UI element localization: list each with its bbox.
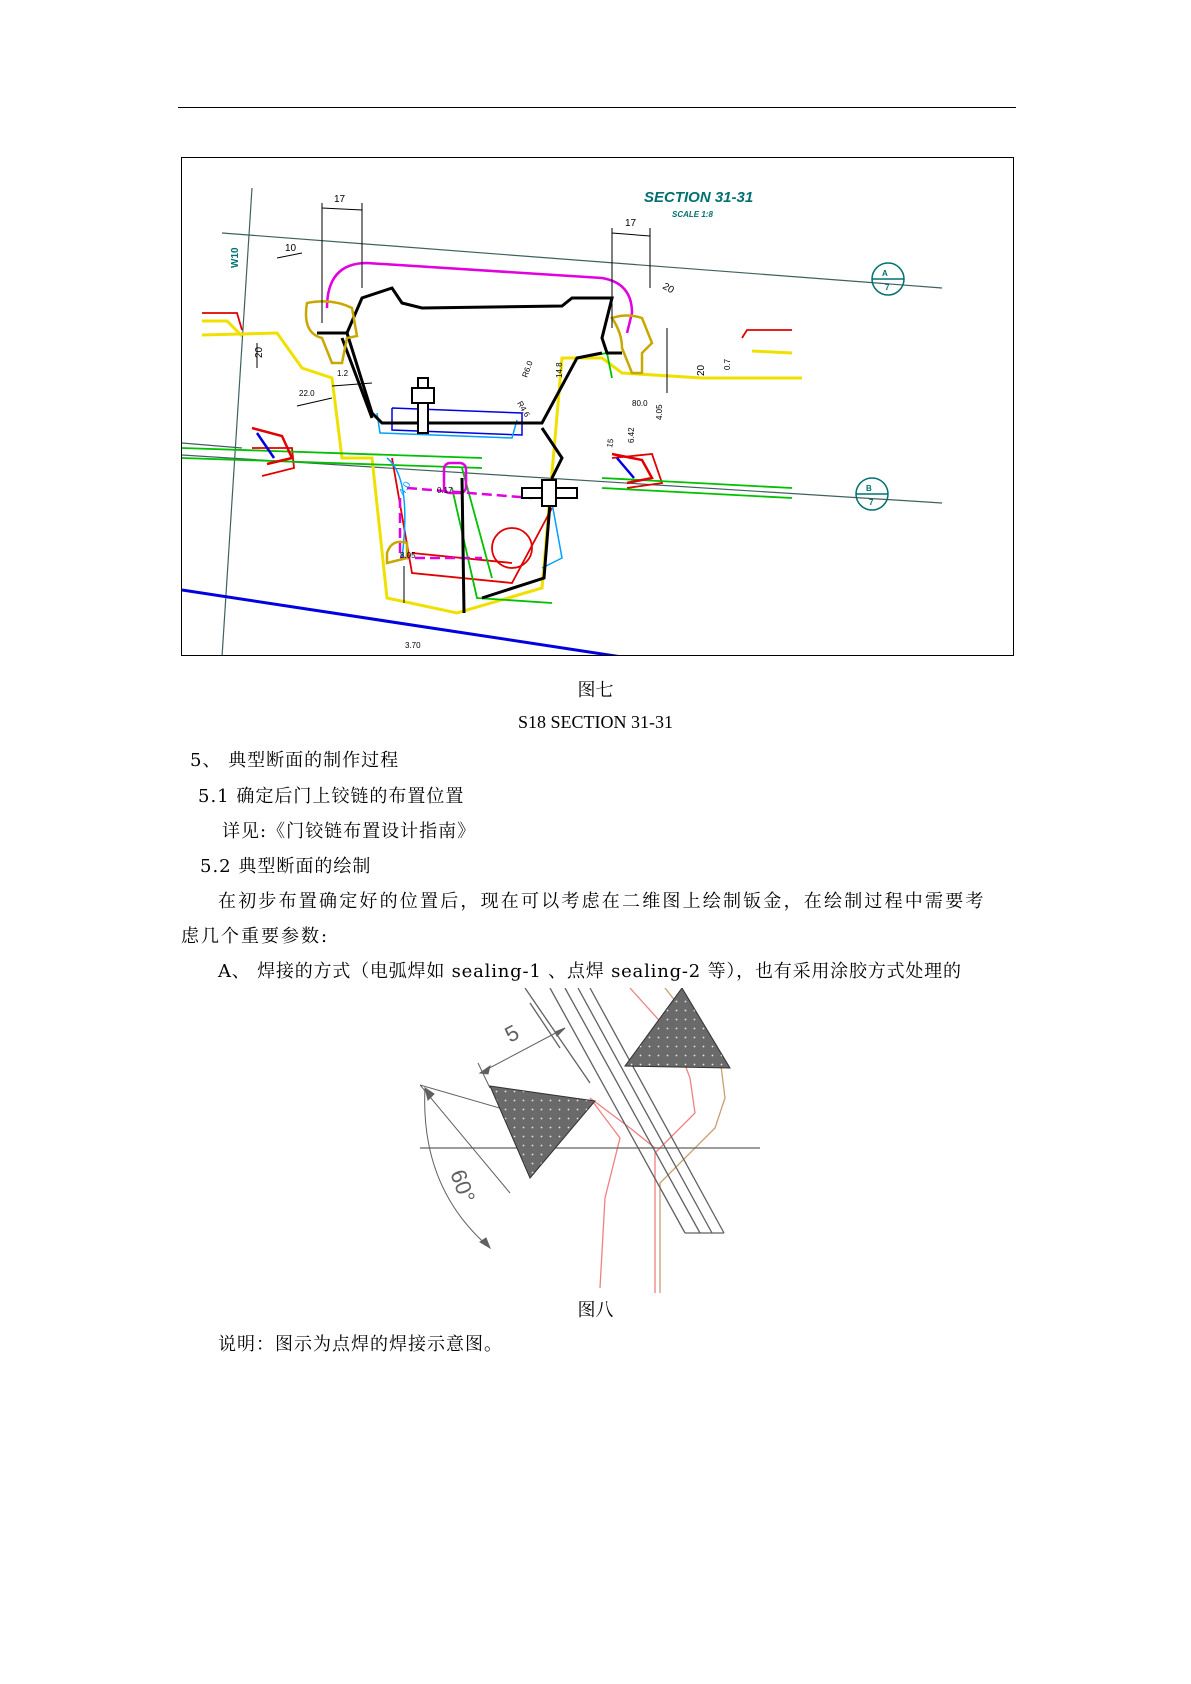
dim-3-70: 3.70 [405,641,421,650]
dim-10: 10 [285,243,297,254]
figure-7-caption: 图七 [577,680,614,701]
callout-a-label: A [882,269,888,278]
section-drawing-svg [182,158,1014,656]
dim-0-7: 0.7 [723,358,732,370]
item-a: A、 焊接的方式（电弧焊如 sealing-1 、点焊 sealing-2 等），也有采用涂胶方式处理的 [218,961,962,982]
figure-8-weld-diagram [420,988,800,1293]
paragraph-1-line-2: 虑几个重要参数: [181,926,330,947]
weld-diagram-svg [420,988,800,1293]
dim-20-left: 20 [254,346,265,358]
dim-14-8: 14.8 [555,362,564,378]
section-title: SECTION 31-31 [644,189,754,206]
callout-a-sub: 7 [885,283,890,292]
yellow-panel [202,321,802,613]
weld-triangle-left [490,1086,595,1178]
callout-b-label: B [866,484,872,493]
figure-8-caption: 图八 [577,1300,614,1321]
heading-5: 5、 典型断面的制作过程 [190,750,400,771]
dim-distance-label: 5 [500,1019,524,1048]
seals [306,301,652,563]
dim-angle-label: 60° [445,1166,481,1206]
dim-6-42: 6.42 [627,427,636,443]
centerlines [182,188,942,656]
dim-r6-0: R6.0 [520,359,535,379]
dim-20-top: 20 [660,281,676,297]
header-rule [178,107,1016,108]
left-mark: W10 [230,247,241,268]
dim-20-right: 20 [696,364,707,376]
dim-0-17: 0.17 [437,486,453,495]
reference-line: 详见:《门铰链布置设计指南》 [222,821,477,842]
heading-5-2: 5.2 典型断面的绘制 [200,856,372,877]
dim-15: 15 [605,438,616,449]
figure-7-section-drawing [181,157,1014,656]
note-line: 说明：图示为点焊的焊接示意图。 [218,1334,503,1355]
callout-circles [856,263,904,510]
dim-17-left: 17 [334,194,346,205]
dim-r4-6: R4.6 [515,399,532,419]
dim-80-0: 80.0 [632,399,648,408]
dim-4-05: 4.05 [655,404,664,420]
green-lines [182,353,792,603]
dim-1-2: 1.2 [337,369,349,378]
dim-4-0: 4.0 [397,479,414,498]
section-scale: SCALE 1:8 [672,210,713,219]
dim-22-0: 22.0 [299,389,315,398]
callout-b-sub: 7 [869,498,874,507]
paragraph-1-line-1: 在初步布置确定好的位置后，现在可以考虑在二维图上绘制钣金，在绘制过程中需要考 [218,891,986,912]
dim-8-05: 8.05 [400,551,416,560]
dim-17-right: 17 [625,218,637,229]
figure-7-subcaption: S18 SECTION 31-31 [517,712,673,732]
red-outline [590,1098,655,1288]
heading-5-1: 5.1 确定后门上铰链的布置位置 [198,786,465,807]
